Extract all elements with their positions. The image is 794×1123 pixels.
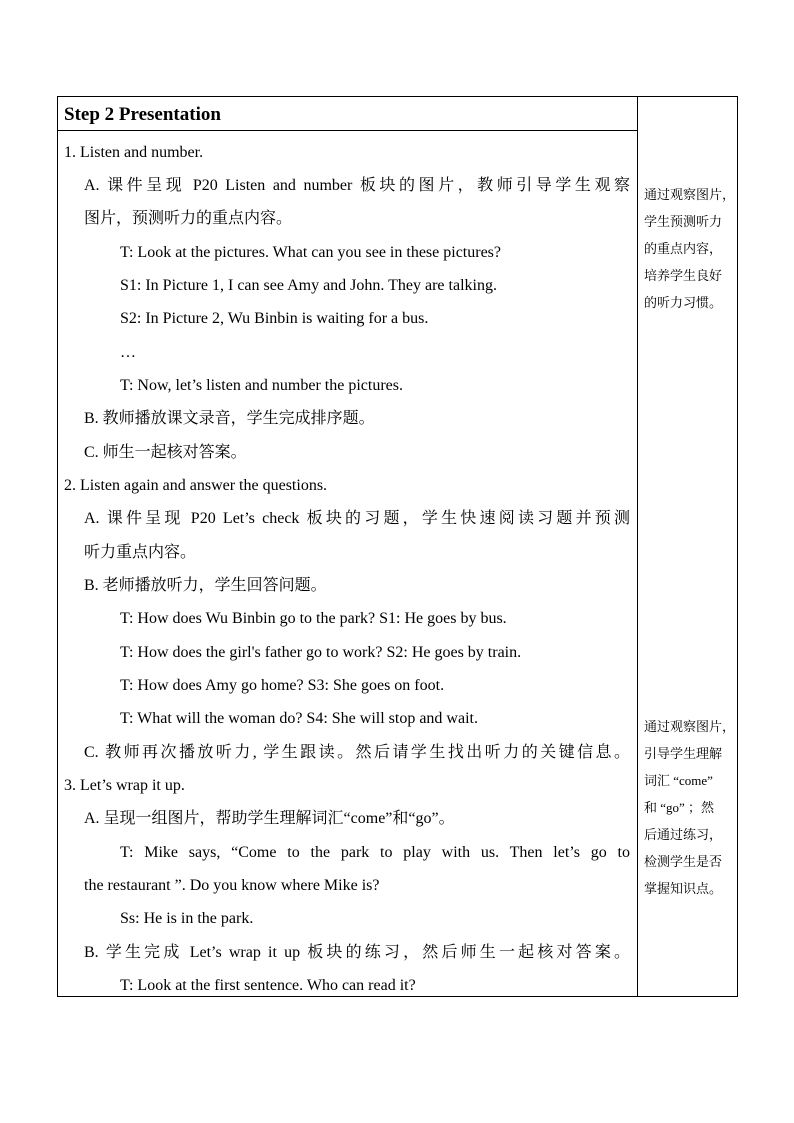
side-note-2 <box>644 713 736 902</box>
step-heading: Step 2 Presentation <box>64 104 221 125</box>
dialogue-line: T: How does Amy go home? S3: She goes on foot. <box>120 677 445 694</box>
section-2-title: 2. Listen again and answer the questions. <box>64 477 328 494</box>
text-line: B. 学生完成 Let’s wrap it up 板块的练习，然后师生一起核对答案。 <box>84 944 630 961</box>
text-line: C. 师生一起核对答案。 <box>84 444 247 461</box>
dialogue-line: the restaurant ”. Do you know where Mike is? <box>84 877 380 894</box>
note-line: 引导学生理解 <box>644 746 723 761</box>
note-line: 的重点内容， <box>644 241 723 256</box>
section-1-title: 1. Listen and number. <box>64 144 204 161</box>
lesson-table <box>57 96 738 997</box>
text-line: B. 教师播放课文录音，学生完成排序题。 <box>84 410 375 427</box>
note-line: 后通过练习， <box>644 827 723 842</box>
dialogue-line: S1: In Picture 1, I can see Amy and John. They are talking. <box>120 277 497 294</box>
text-line: A. 课件呈现 P20 Let’s check 板块的习题，学生快速阅读习题并预测 <box>84 510 630 527</box>
side-note-1 <box>644 181 736 316</box>
note-line: 掌握知识点。 <box>644 881 723 896</box>
dialogue-line: Ss: He is in the park. <box>120 910 254 927</box>
header-divider <box>58 130 637 131</box>
text-line: B. 老师播放听力，学生回答问题。 <box>84 577 327 594</box>
section-3-title: 3. Let’s wrap it up. <box>64 777 185 794</box>
text-line: 图片，预测听力的重点内容。 <box>84 210 293 227</box>
dialogue-line: T: Now, let’s listen and number the pictures. <box>120 377 403 394</box>
dialogue-line: T: How does the girl's father go to work? S2: He goes by train. <box>120 644 522 661</box>
dialogue-line: T: Look at the pictures. What can you see in these pictures? <box>120 244 501 261</box>
ellipsis-line: … <box>120 344 136 361</box>
note-line: 学生预测听力 <box>644 214 723 229</box>
note-line: 和 “go” ；然 <box>644 800 715 815</box>
column-divider <box>637 97 638 996</box>
text-line: C. 教师再次播放听力, 学生跟读。然后请学生找出听力的关键信息。 <box>84 744 630 761</box>
note-line: 检测学生是否 <box>644 854 723 869</box>
dialogue-line: T: What will the woman do? S4: She will stop and wait. <box>120 710 478 727</box>
note-line: 通过观察图片， <box>644 719 736 734</box>
text-line: A. 课件呈现 P20 Listen and number 板块的图片，教师引导学生观察 <box>84 177 630 194</box>
dialogue-line: T: Mike says, “Come to the park to play with us. Then let’s go to <box>120 844 630 861</box>
note-line: 词汇 “come” <box>644 773 713 788</box>
note-line: 的听力习惯。 <box>644 295 723 310</box>
dialogue-line: T: Look at the first sentence. Who can read it? <box>120 977 416 994</box>
text-line: 听力重点内容。 <box>84 544 197 561</box>
note-line: 培养学生良好 <box>644 268 723 283</box>
dialogue-line: S2: In Picture 2, Wu Binbin is waiting for a bus. <box>120 310 429 327</box>
text-line: A. 呈现一组图片，帮助学生理解词汇“come”和“go”。 <box>84 810 455 827</box>
dialogue-line: T: How does Wu Binbin go to the park? S1: He goes by bus. <box>120 610 507 627</box>
note-line: 通过观察图片， <box>644 187 736 202</box>
